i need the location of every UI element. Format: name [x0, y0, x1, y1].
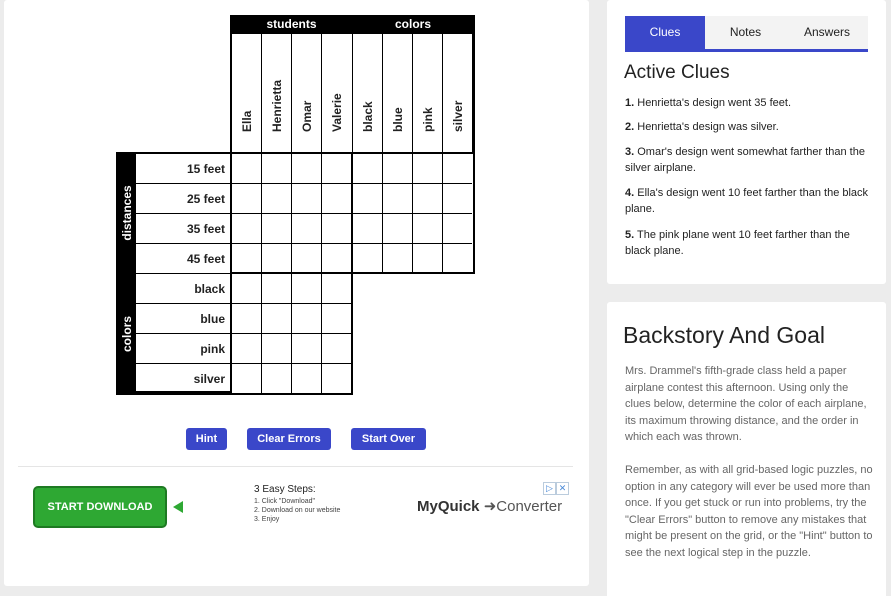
clear-errors-button[interactable]: Clear Errors: [247, 428, 331, 450]
grid-cell[interactable]: [261, 243, 291, 273]
grid-cell[interactable]: [442, 213, 472, 243]
start-over-button[interactable]: Start Over: [351, 428, 426, 450]
grid-cell[interactable]: [231, 243, 261, 273]
column-label-henrietta: Henrietta: [261, 34, 291, 152]
ad-steps-title: 3 Easy Steps:: [254, 484, 316, 495]
row-label-pink: pink: [136, 333, 231, 363]
grid-cell[interactable]: [261, 333, 291, 363]
grid-cell[interactable]: [321, 213, 351, 243]
grid-cell[interactable]: [291, 303, 321, 333]
row-label-35-feet: 35 feet: [136, 213, 231, 243]
grid-cell[interactable]: [261, 153, 291, 183]
arrow-right-icon: ➜: [483, 498, 497, 515]
row-label-silver: silver: [136, 363, 231, 393]
grid-cell[interactable]: [352, 183, 382, 213]
grid-cell[interactable]: [231, 273, 261, 303]
grid-cell[interactable]: [291, 183, 321, 213]
category-side-distances: distances: [117, 153, 136, 273]
ad-step-2: 2. Download on our website: [254, 507, 341, 514]
category-header-students: students: [231, 16, 352, 34]
clue-2[interactable]: 2. Henrietta's design was silver.: [625, 121, 779, 133]
ad-brand-a: MyQuick: [417, 498, 480, 515]
grid-cell[interactable]: [321, 243, 351, 273]
grid-cell[interactable]: [352, 213, 382, 243]
grid-cell[interactable]: [352, 153, 382, 183]
grid-cell[interactable]: [442, 243, 472, 273]
grid-cell[interactable]: [442, 183, 472, 213]
grid-cell[interactable]: [261, 273, 291, 303]
column-label-pink: pink: [412, 34, 442, 152]
column-label-omar: Omar: [291, 34, 321, 152]
tab-notes[interactable]: Notes: [705, 16, 786, 49]
ad-step-3: 3. Enjoy: [254, 516, 280, 523]
grid-cell[interactable]: [231, 363, 261, 393]
grid-cell[interactable]: [291, 153, 321, 183]
column-label-blue: blue: [382, 34, 412, 152]
ad-info-icon[interactable]: ▷: [543, 482, 556, 495]
hint-button[interactable]: Hint: [186, 428, 227, 450]
grid-cell[interactable]: [261, 213, 291, 243]
grid-cell[interactable]: [231, 333, 261, 363]
column-label-black: black: [352, 34, 382, 152]
ad-brand[interactable]: [417, 497, 562, 515]
clue-3[interactable]: 3. Omar's design went somewhat farther than the silver airplane.: [625, 146, 865, 174]
grid-cell[interactable]: [442, 153, 472, 183]
category-header-colors: colors: [352, 16, 474, 34]
panel-tabs: [625, 16, 868, 52]
grid-cell[interactable]: [321, 183, 351, 213]
grid-cell[interactable]: [382, 183, 412, 213]
grid-cell[interactable]: [291, 273, 321, 303]
grid-cell[interactable]: [412, 213, 442, 243]
grid-cell[interactable]: [321, 363, 351, 393]
row-label-15-feet: 15 feet: [136, 153, 231, 183]
clue-5[interactable]: 5. The pink plane went 10 feet farther than the black plane.: [625, 229, 850, 257]
backstory-paragraph-2: Remember, as with all grid-based logic puzzles, no option in any category will ever be used more than once. If you get stuck or run into problems, try the "Clear Errors" button to remove any mistakes that might be present on the grid, or the "Hint" button to see the next logical step in the puzzle.: [625, 464, 873, 559]
grid-cell[interactable]: [321, 303, 351, 333]
grid-cell[interactable]: [261, 303, 291, 333]
grid-cell[interactable]: [261, 183, 291, 213]
grid-cell[interactable]: [321, 153, 351, 183]
grid-cell[interactable]: [231, 303, 261, 333]
category-side-colors: colors: [117, 273, 136, 394]
tab-answers[interactable]: Answers: [786, 16, 868, 49]
start-download-button[interactable]: START DOWNLOAD: [33, 486, 167, 528]
grid-cell[interactable]: [261, 363, 291, 393]
active-clues-heading: Active Clues: [624, 62, 730, 83]
tab-clues[interactable]: Clues: [625, 16, 705, 49]
column-label-valerie: Valerie: [321, 34, 351, 152]
column-label-silver: silver: [442, 34, 474, 152]
grid-cell[interactable]: [231, 213, 261, 243]
grid-cell[interactable]: [291, 363, 321, 393]
backstory-paragraph-1: Mrs. Drammel's fifth-grade class held a paper airplane contest this afternoon. Using only the clues below, determine the color of each airplane, its maximum throwing distance, and the order in which each was thrown.: [625, 365, 867, 443]
grid-cell[interactable]: [412, 183, 442, 213]
row-label-blue: blue: [136, 303, 231, 333]
grid-cell[interactable]: [382, 213, 412, 243]
grid-cell[interactable]: [412, 153, 442, 183]
grid-cell[interactable]: [382, 243, 412, 273]
ad-close-icon[interactable]: ✕: [556, 482, 569, 495]
row-label-45-feet: 45 feet: [136, 243, 231, 273]
clue-1[interactable]: 1. Henrietta's design went 35 feet.: [625, 97, 791, 109]
grid-cell[interactable]: [291, 213, 321, 243]
grid-cell[interactable]: [291, 243, 321, 273]
grid-cell[interactable]: [412, 243, 442, 273]
row-label-25-feet: 25 feet: [136, 183, 231, 213]
grid-cell[interactable]: [231, 153, 261, 183]
ad-brand-b: Converter: [496, 498, 563, 515]
grid-cell[interactable]: [382, 153, 412, 183]
grid-cell[interactable]: [321, 333, 351, 363]
row-label-black: black: [136, 273, 231, 303]
ad-step-1: 1. Click "Download": [254, 498, 315, 505]
ad-divider: [18, 466, 573, 467]
grid-cell[interactable]: [352, 243, 382, 273]
grid-cell[interactable]: [231, 183, 261, 213]
clue-4[interactable]: 4. Ella's design went 10 feet farther than the black plane.: [625, 187, 869, 215]
ad-steps: [254, 484, 340, 524]
arrow-left-icon: [173, 501, 183, 513]
column-label-ella: Ella: [231, 34, 261, 152]
grid-cell[interactable]: [321, 273, 351, 303]
grid-cell[interactable]: [291, 333, 321, 363]
backstory-heading: Backstory And Goal: [623, 322, 825, 348]
ad-choices[interactable]: [543, 482, 571, 495]
